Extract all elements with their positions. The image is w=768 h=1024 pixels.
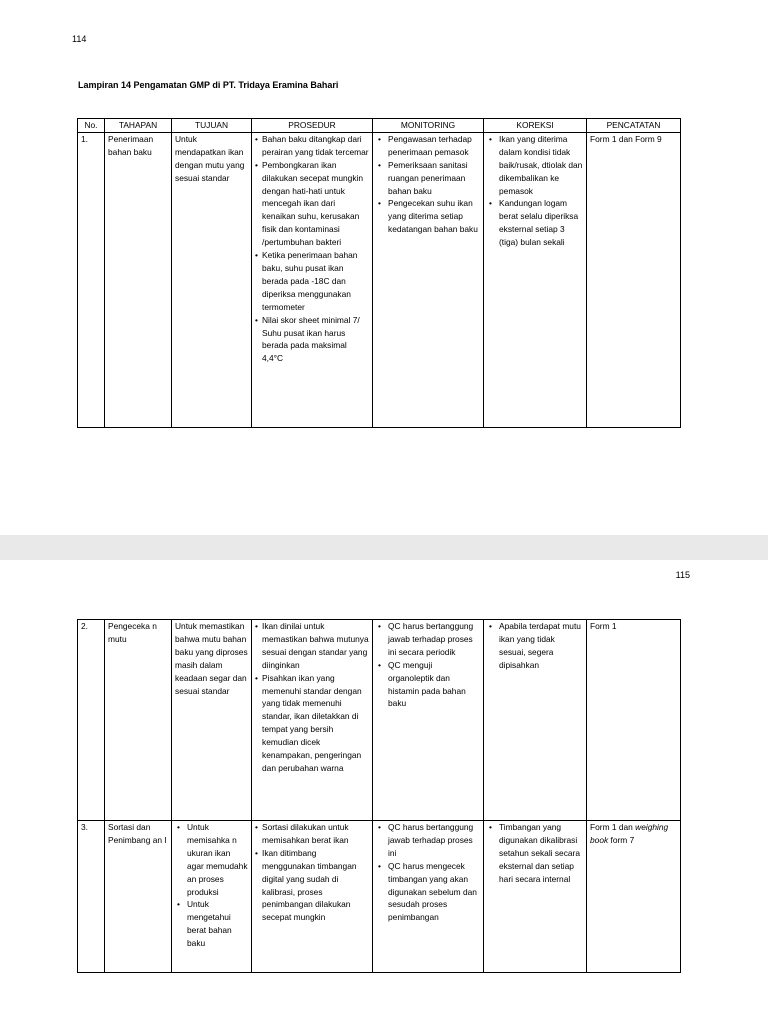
list-item: • QC harus bertanggung jawab terhadap proses ini — [376, 821, 480, 860]
list-item: • Apabila terdapat mutu ikan yang tidak sesuai, segera dipisahkan — [487, 620, 583, 672]
table-header-row — [78, 119, 681, 133]
header-monitoring: MONITORING — [373, 119, 484, 133]
header-prosedur: PROSEDUR — [252, 119, 373, 133]
gmp-table-part2 — [77, 619, 681, 973]
document-page-115 — [0, 560, 768, 1024]
list-item: • Sortasi dilakukan untuk memisahkan berat ikan — [255, 821, 369, 847]
list-item: • Kandungan logam berat selalu diperiksa eksternal setiap 3 (tiga) bulan sekali — [487, 197, 583, 249]
row-number: 2. — [78, 620, 105, 821]
pencatatan-cell: Form 1 — [587, 620, 681, 821]
weighing-book-text: weighing book — [590, 822, 669, 845]
page-number: 114 — [72, 34, 87, 44]
tahapan-cell: Sortasi dan Penimbang an I — [105, 821, 172, 973]
table-row — [78, 132, 681, 427]
prosedur-cell — [252, 821, 373, 973]
pencatatan-cell: Form 1 dan Form 9 — [587, 132, 681, 427]
list-item: • Pembongkaran ikan dilakukan secepat mungkin dengan hati-hati untuk mencegah ikan dari kenaikan suhu, kerusakan fisik dan kontaminasi /pertumbuhan bakteri — [255, 159, 369, 249]
tahapan-cell: Pengeceka n mutu — [105, 620, 172, 821]
list-item: • Nilai skor sheet minimal 7/ Suhu pusat ikan harus berada pada maksimal 4,4°C — [255, 314, 369, 366]
list-item: • Pengecekan suhu ikan yang diterima setiap kedatangan bahan baku — [376, 197, 480, 236]
table-row — [78, 620, 681, 821]
header-tujuan: TUJUAN — [172, 119, 252, 133]
list-item: • Ikan ditimbang menggunakan timbangan digital yang sudah di kalibrasi, proses penimbangan dilakukan secepat mungkin — [255, 847, 369, 924]
list-item: • Ketika penerimaan bahan baku, suhu pusat ikan berada pada -18C dan diperiksa menggunakan termometer — [255, 249, 369, 314]
monitoring-cell — [373, 821, 484, 973]
list-item: • QC menguji organoleptik dan histamin pada bahan baku — [376, 659, 480, 711]
pencatatan-form-text: form 7 — [608, 834, 635, 845]
prosedur-cell — [252, 132, 373, 427]
list-item: • Ikan dinilai untuk memastikan bahwa mutunya sesuai dengan standar yang diinginkan — [255, 620, 369, 672]
header-koreksi: KOREKSI — [484, 119, 587, 133]
monitoring-cell — [373, 620, 484, 821]
table-row — [78, 821, 681, 973]
list-item: • Timbangan yang digunakan dikalibrasi setahun sekali secara eksternal dan setiap hari secara internal — [487, 821, 583, 886]
row-number: 1. — [78, 132, 105, 427]
monitoring-cell — [373, 132, 484, 427]
list-item: • QC harus mengecek timbangan yang akan digunakan sebelum dan sesudah proses penimbangan — [376, 860, 480, 925]
row-number: 3. — [78, 821, 105, 973]
tahapan-cell: Penerimaan bahan baku — [105, 132, 172, 427]
pencatatan-text: Form 1 dan — [590, 822, 636, 832]
header-no: No. — [78, 119, 105, 133]
list-item: • Ikan yang diterima dalam kondisi tidak baik/rusak, dtiolak dan dikembalikan ke pemasok — [487, 133, 583, 198]
koreksi-cell — [484, 821, 587, 973]
header-pencatatan: PENCATATAN — [587, 119, 681, 133]
list-item: • Bahan baku ditangkap dari perairan yang tidak tercemar — [255, 133, 369, 159]
list-item: • Pemeriksaan sanitasi ruangan penerimaan bahan baku — [376, 159, 480, 198]
tujuan-cell: Untuk mendapatkan ikan dengan mutu yang sesuai standar — [172, 132, 252, 427]
page-number: 115 — [675, 570, 690, 580]
tujuan-cell — [172, 821, 252, 973]
list-item: • Untuk memisahka n ukuran ikan agar memudahk an proses produksi — [175, 821, 248, 898]
pencatatan-cell — [587, 821, 681, 973]
prosedur-cell — [252, 620, 373, 821]
list-item: • QC harus bertanggung jawab terhadap proses ini secara periodik — [376, 620, 480, 659]
koreksi-cell — [484, 132, 587, 427]
koreksi-cell — [484, 620, 587, 821]
gmp-table-part1 — [77, 118, 681, 428]
list-item: • Pengawasan terhadap penerimaan pemasok — [376, 133, 480, 159]
list-item: • Pisahkan ikan yang memenuhi standar dengan yang tidak memenuhi standar, ikan diletakkan di tempat yang bersih kemudian dicek kenampakan, pengeringan dan perubahan warna — [255, 672, 369, 775]
list-item: • Untuk mengetahui berat bahan baku — [175, 898, 248, 950]
header-tahapan: TAHAPAN — [105, 119, 172, 133]
tujuan-cell: Untuk memastikan bahwa mutu bahan baku yang diproses masih dalam keadaan segar dan sesuai standar — [172, 620, 252, 821]
document-title: Lampiran 14 Pengamatan GMP di PT. Tridaya Eramina Bahari — [78, 80, 339, 90]
